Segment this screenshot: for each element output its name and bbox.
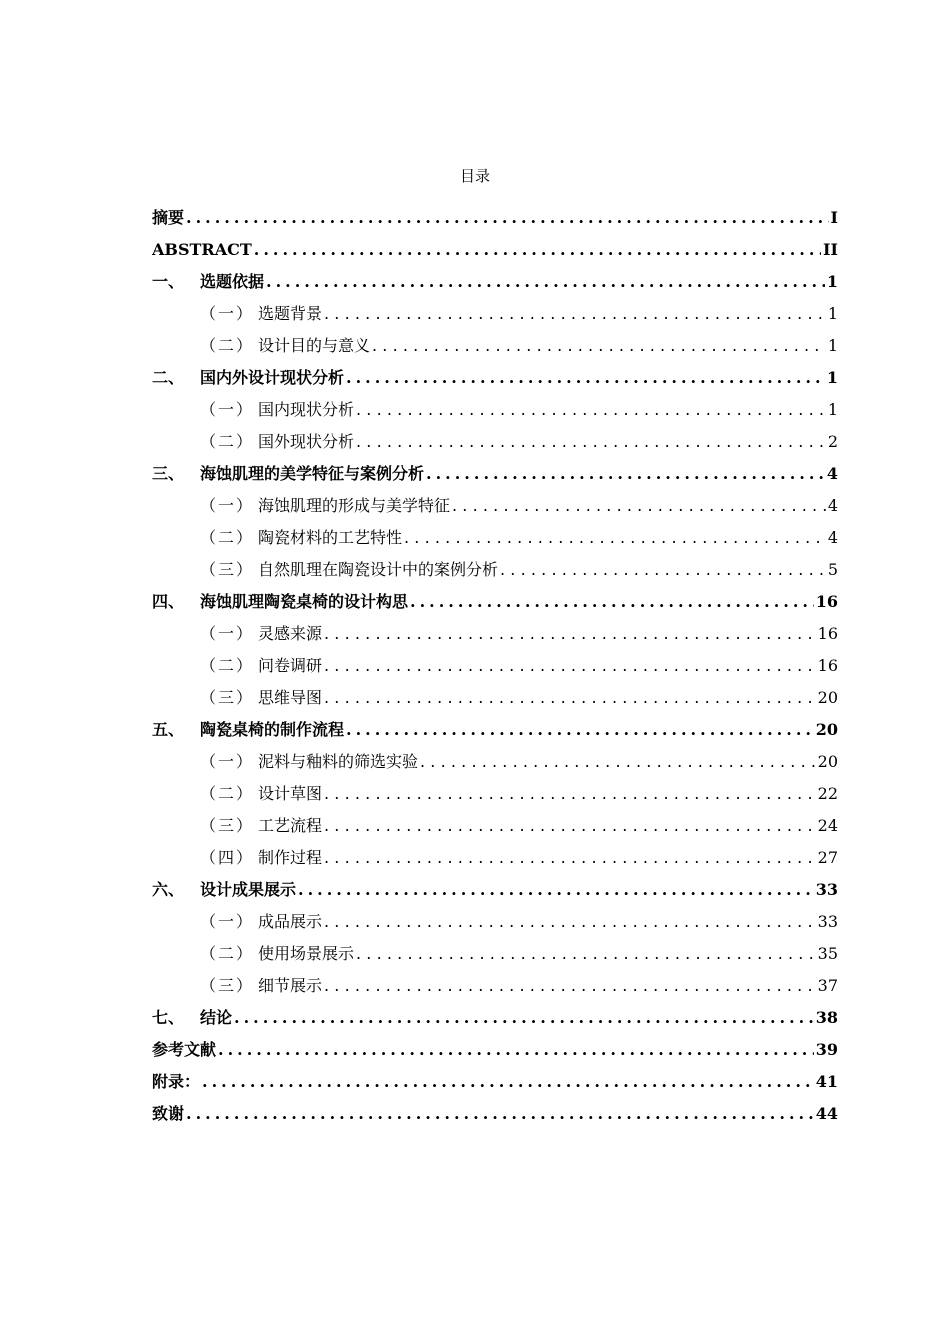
toc-entry[interactable] (152, 1002, 838, 1034)
dot-leader (216, 1034, 814, 1066)
toc-entry-number: 五、 (152, 720, 185, 739)
toc-entry-number: （一） (200, 752, 255, 771)
toc-entry-page-number: I (830, 208, 838, 227)
toc-entry-page-number: 20 (815, 720, 838, 739)
toc-entry-page-number: 16 (817, 624, 838, 643)
dot-leader (354, 426, 826, 458)
toc-entry-title: 陶瓷桌椅的制作流程 (200, 720, 345, 739)
toc-entry-number: （一） (200, 912, 255, 931)
toc-entry[interactable] (152, 810, 838, 842)
toc-entry-title: 结论 (200, 1008, 233, 1027)
toc-entry-title: 附录： (152, 1072, 201, 1091)
toc-entry-page-number: 38 (815, 1008, 838, 1027)
toc-entry-number: （三） (200, 816, 255, 835)
toc-entry[interactable] (152, 586, 838, 618)
dot-leader (322, 618, 816, 650)
dot-leader (344, 714, 814, 746)
toc-entry[interactable] (152, 330, 838, 362)
toc-entry-number: 四、 (152, 592, 185, 611)
toc-entry-title: 摘要 (152, 208, 185, 227)
toc-entry-title: 国内现状分析 (258, 400, 355, 419)
toc-entry-title: 海蚀肌理陶瓷桌椅的设计构思 (200, 592, 409, 611)
dot-leader (184, 1098, 814, 1130)
toc-entry-page-number: 33 (815, 880, 838, 899)
toc-entry[interactable] (152, 682, 838, 714)
toc-entry-page-number: 1 (827, 336, 838, 355)
toc-entry[interactable] (152, 298, 838, 330)
toc-entry-number: （二） (200, 336, 255, 355)
toc-entry[interactable] (152, 266, 838, 298)
toc-entry[interactable] (152, 234, 838, 266)
toc-entry-number: （一） (200, 496, 255, 515)
toc-entry-page-number: 2 (827, 432, 838, 451)
toc-entry-page-number: 1 (826, 368, 838, 387)
toc-entry-title: 国外现状分析 (258, 432, 355, 451)
toc-entry-number: （三） (200, 560, 255, 579)
dot-leader (424, 458, 825, 490)
dot-leader (252, 234, 821, 266)
toc-entry-page-number: 37 (817, 976, 838, 995)
dot-leader (322, 842, 816, 874)
toc-entry-title: 问卷调研 (258, 656, 323, 675)
toc-entry-page-number: 4 (826, 464, 838, 483)
dot-leader (402, 522, 826, 554)
toc-entry-number: （二） (200, 432, 255, 451)
toc-entry[interactable] (152, 746, 838, 778)
toc-entry-number: 七、 (152, 1008, 185, 1027)
table-of-contents (152, 202, 838, 1130)
dot-leader (344, 362, 825, 394)
toc-entry-number: （一） (200, 624, 255, 643)
dot-leader (322, 810, 816, 842)
toc-entry[interactable] (152, 394, 838, 426)
toc-entry-number: （二） (200, 656, 255, 675)
toc-entry[interactable] (152, 426, 838, 458)
toc-entry-page-number: 44 (815, 1104, 838, 1123)
toc-entry[interactable] (152, 202, 838, 234)
toc-entry-number: 三、 (152, 464, 185, 483)
toc-entry-page-number: 4 (827, 496, 838, 515)
dot-leader (498, 554, 826, 586)
toc-entry-page-number: 1 (827, 304, 838, 323)
dot-leader (264, 266, 825, 298)
toc-entry-page-number: 5 (827, 560, 838, 579)
toc-entry[interactable] (152, 938, 838, 970)
toc-entry[interactable] (152, 458, 838, 490)
toc-entry-number: （一） (200, 304, 255, 323)
dot-leader (450, 490, 826, 522)
toc-entry-page-number: 35 (817, 944, 838, 963)
dot-leader (322, 970, 816, 1002)
toc-entry-page-number: 20 (817, 752, 838, 771)
toc-entry-title: 使用场景展示 (258, 944, 355, 963)
toc-entry[interactable] (152, 618, 838, 650)
toc-entry[interactable] (152, 490, 838, 522)
dot-leader (322, 298, 826, 330)
toc-entry[interactable] (152, 650, 838, 682)
toc-entry-number: （三） (200, 976, 255, 995)
toc-entry-title: 成品展示 (258, 912, 323, 931)
toc-entry-title: 泥料与釉料的筛选实验 (258, 752, 419, 771)
dot-leader (184, 202, 829, 234)
toc-entry-page-number: 22 (817, 784, 838, 803)
toc-entry-title: 自然肌理在陶瓷设计中的案例分析 (258, 560, 499, 579)
toc-entry-page-number: 16 (815, 592, 838, 611)
dot-leader (296, 874, 814, 906)
toc-entry[interactable] (152, 970, 838, 1002)
toc-entry-number: （一） (200, 400, 255, 419)
toc-entry[interactable] (152, 778, 838, 810)
toc-entry-title: 海蚀肌理的形成与美学特征 (258, 496, 451, 515)
toc-entry-number: （二） (200, 784, 255, 803)
toc-entry-page-number: 1 (827, 400, 838, 419)
toc-entry-title: 工艺流程 (258, 816, 323, 835)
toc-entry-number: （二） (200, 944, 255, 963)
dot-leader (354, 394, 826, 426)
toc-entry[interactable] (152, 1066, 838, 1098)
toc-entry[interactable] (152, 1034, 838, 1066)
toc-entry-page-number: 20 (817, 688, 838, 707)
toc-entry-title: 选题依据 (200, 272, 265, 291)
dot-leader (322, 778, 816, 810)
toc-entry[interactable] (152, 714, 838, 746)
toc-entry-title: 制作过程 (258, 848, 323, 867)
toc-entry-title: 致谢 (152, 1104, 185, 1123)
dot-leader (322, 682, 816, 714)
toc-entry[interactable] (152, 874, 838, 906)
toc-entry-page-number: 41 (815, 1072, 838, 1091)
toc-entry-page-number: 27 (817, 848, 838, 867)
toc-entry-title: 思维导图 (258, 688, 323, 707)
toc-entry-number: 二、 (152, 368, 185, 387)
toc-entry-number: 一、 (152, 272, 185, 291)
toc-entry-number: （三） (200, 688, 255, 707)
toc-entry-page-number: 24 (817, 816, 838, 835)
toc-entry[interactable] (152, 554, 838, 586)
toc-entry[interactable] (152, 1098, 838, 1130)
toc-entry[interactable] (152, 906, 838, 938)
toc-entry-title: 设计草图 (258, 784, 323, 803)
toc-entry-title: 设计成果展示 (200, 880, 297, 899)
toc-entry[interactable] (152, 522, 838, 554)
toc-entry-title: 陶瓷材料的工艺特性 (258, 528, 403, 547)
toc-entry-number: 六、 (152, 880, 185, 899)
toc-entry-number: （二） (200, 528, 255, 547)
dot-leader (408, 586, 814, 618)
toc-entry-page-number: 39 (815, 1040, 838, 1059)
dot-leader (200, 1066, 814, 1098)
toc-entry-page-number: 4 (827, 528, 838, 547)
dot-leader (322, 650, 816, 682)
dot-leader (354, 938, 816, 970)
toc-entry-title: 细节展示 (258, 976, 323, 995)
toc-entry-page-number: II (823, 240, 838, 259)
toc-entry-title: 国内外设计现状分析 (200, 368, 345, 387)
toc-entry-page-number: 16 (817, 656, 838, 675)
dot-leader (232, 1002, 814, 1034)
toc-entry-number: （四） (200, 848, 255, 867)
dot-leader (322, 906, 816, 938)
toc-entry-title: 设计目的与意义 (258, 336, 371, 355)
toc-entry-title: ABSTRACT (152, 240, 252, 259)
toc-entry-page-number: 33 (817, 912, 838, 931)
dot-leader (370, 330, 826, 362)
toc-entry-title: 海蚀肌理的美学特征与案例分析 (200, 464, 425, 483)
toc-entry-title: 参考文献 (152, 1040, 217, 1059)
toc-entry-page-number: 1 (826, 272, 838, 291)
toc-title: 目录 (459, 167, 490, 185)
toc-entry-title: 选题背景 (258, 304, 323, 323)
toc-entry[interactable] (152, 842, 838, 874)
dot-leader (418, 746, 816, 778)
toc-entry[interactable] (152, 362, 838, 394)
toc-entry-title: 灵感来源 (258, 624, 323, 643)
